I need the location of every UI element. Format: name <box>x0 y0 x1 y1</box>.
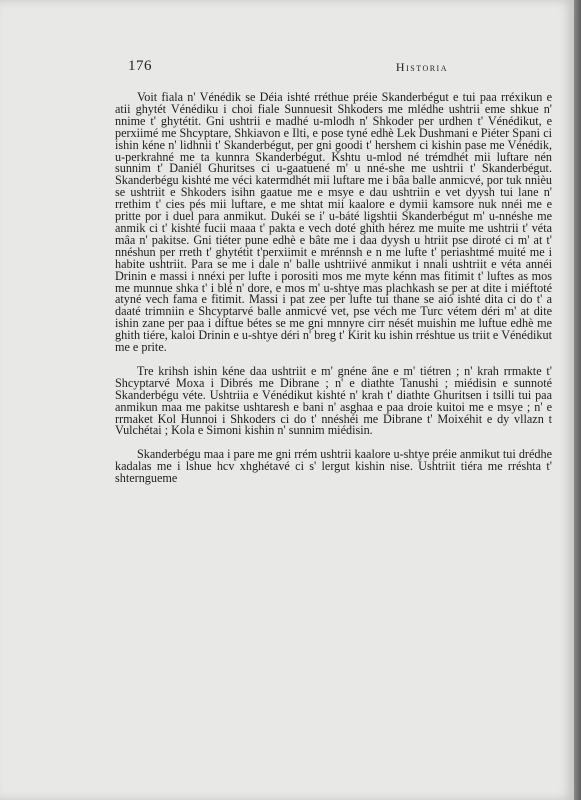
paragraph-3: Skanderbégu maa i pare me gni rrém ushtrii kaalore u-shtye préie anmikut tui drédhe kadalas me i lshue hcv xhghétavé ci s' lergut kishin nise. Ushtriit tiéra me rréshta t' shterngueme <box>115 447 552 486</box>
paragraph-2: Tre krihsh ishin kéne daa ushtriit e m' gnéne âne e m' tiétren ; n' krah rrmakte t' Shcyptarvé Moxa i Dibrés me Dibrane ; n' e diathte Tanushi ; miédisin e sunnoté Skanderbégu véte. Ushtriia e Vénédikut kishté n' krah t' diathte Ghuritsen i tsilli tui paa anmikun maa me pakitse ushtaresh e bani n' asghaa e paa droie kuitoi me e msye ; n' e rrmaket Kol Hunnoi i Shkoders ci do t' nnéshéi me Dibrane t' Moixéhit e dy vllazn t Vulchétai ; Kola e Simoni kishin n' sunnim miédisin. <box>115 363 552 438</box>
page-number: 176 <box>128 58 152 74</box>
page-edge-shadow <box>574 0 581 800</box>
page-header <box>128 58 448 80</box>
running-title: Historia <box>395 60 448 74</box>
body-text <box>115 92 552 485</box>
paragraph-1: Voit fiala n' Vénédik se Déia ishté rréthue préie Skanderbégut e tui paa rréxikun e atii ghytét Vénédiku i choi fiale Sunnuesit Shkoders me mlédhe ushtrii eme shkue n' nnime t' ghytétit. Gni ushtrii e madhé u-mlodh n' Shkoder per urdhen t' Vénédikut, e perxiimé me Shcyptare, Shkiavon e Ilti, e pose tyné edhè Lek Dushmani e Piéter Spani ci ishin kéne n' lidhnii t' Skanderbégut, per gni goodi t' hershem ci kishin pase me Vénédik, u-perkrahné me ta kunnra Skanderbégut. Kshtu u-mlod né trémdhét mii luftare nén sunnim t' Daniél Ghuritses ci u-gaatuené m' u nné-she me ushtrii t' Skanderbégut. Skanderbégu kishté me véci katermdhét mii luftare me i bâa balle anmicvé, por tuk nnièu se ushtriit e Shkoders isihn gaatue me e msye e dau ushtriin e vet dyysh tui lane n' rrethim t' cies pés mii luftare, e me shtat mii kaalore e dymii kamsore nuk nnéi me e pritte por i duel para anmikut. Dukéi se i' u-báté ligshtii Skanderbégut m' u-nnéshe me anmik ci t' kishté fucii maaa t' pakta e vech doté ghith hérez me muite me ushtrii t' véta mâa n' pakitse. Gni tiéter pune edhè e bâte me i daa dyysh u htriit pse diroté ci m' at t' nnéshun per rreth t' ghytétit t'perxiimit e mrénnsh e n me lufte t' periashtmé muité me i habite ushtriit. Para se me i dale n' balle ushtriivé anmikut i nnali ushtriit e véta annéi Drinin e massi i nnéxi per lufte i porositi mos me myte kénn mas fitimit t' luftes as mos me munnue shka t' i blé n' dore, e mos m' u-shtye mas plachkash se per at dite i miéftoté atyné vech fama e fitimit. Massi i pat zee per lufte tui thane se aió ishté dita ci do t' a daaté trimniin e Shcyptarvé balle anmicvé vet, pse véch me Turc vétem déri m' at dite ishin zane per paa i diftue bétes se me gni mnnyre cirr nését muishin me luftue edhè me ghith tiére, kaloi Drinin e u-shtye déri n' breg t' Kirit ku ishin rréshtue us triit e Vénédikut me e prite. <box>115 90 552 355</box>
